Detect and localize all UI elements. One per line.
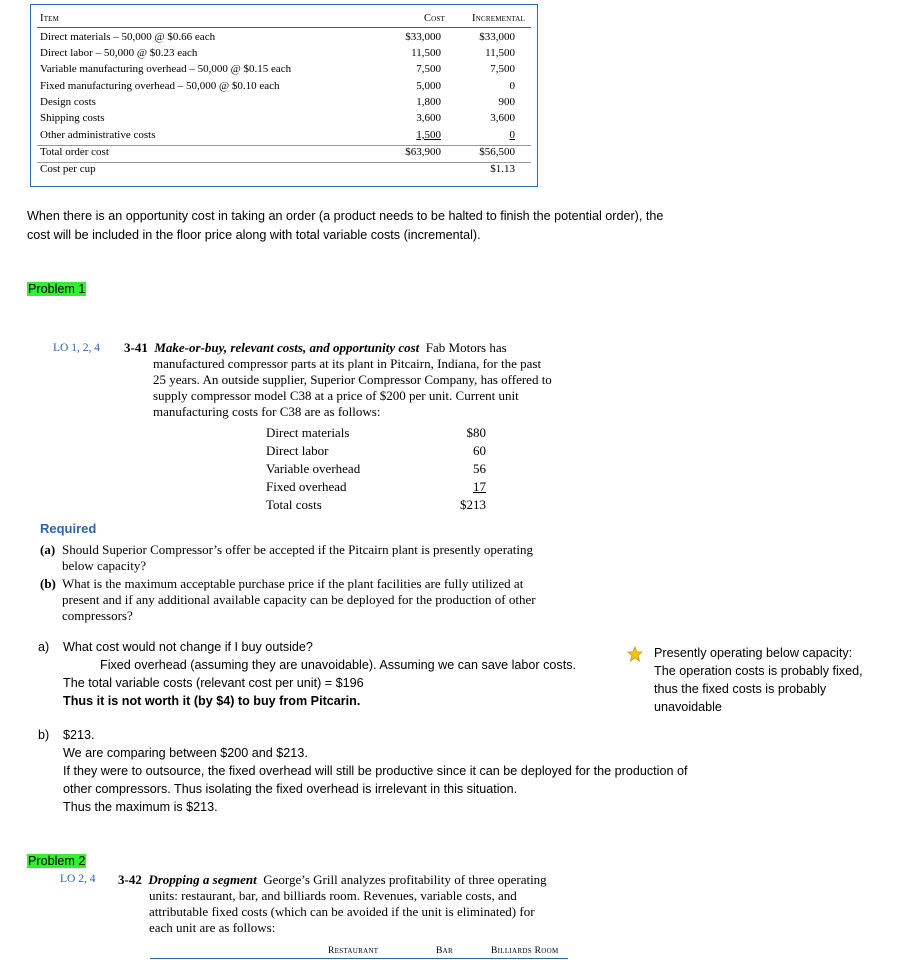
problem-text: 25 years. An outside supplier, Superior Compressor Company, has offered to bbox=[153, 372, 552, 387]
row-incremental: 3,600 bbox=[490, 112, 515, 124]
row-incremental: $1.13 bbox=[490, 163, 515, 175]
problem-title: Dropping a segment bbox=[148, 872, 257, 887]
answer-line: If they were to outsource, the fixed overhead will still be productive since it can be deployed for the production of bbox=[63, 764, 688, 778]
problem-text: George’s Grill analyzes profitability of three operating bbox=[263, 872, 547, 887]
problem-1-lo: LO 1, 2, 4 bbox=[53, 342, 100, 354]
problem-2-statement bbox=[118, 872, 598, 936]
side-note-line: thus the fixed costs is probably bbox=[654, 682, 827, 696]
problem-text: supply compressor model C38 at a price of $200 per unit. Current unit bbox=[153, 388, 519, 403]
problem-1-heading bbox=[27, 280, 86, 298]
question-tag: (a) bbox=[40, 542, 56, 557]
cost-value: 17 bbox=[473, 479, 486, 494]
cost-label: Direct labor bbox=[266, 443, 329, 458]
header-item: Item bbox=[40, 13, 60, 24]
row-cost: 1,800 bbox=[416, 96, 441, 108]
row-item: Direct materials – 50,000 @ $0.66 each bbox=[40, 31, 216, 43]
opportunity-cost-note bbox=[27, 207, 663, 245]
cost-value: $80 bbox=[466, 425, 486, 440]
header-divider bbox=[37, 27, 531, 28]
answer-line: Fixed overhead (assuming they are unavoidable). Assuming we can save labor costs. bbox=[100, 658, 577, 672]
question-line: Should Superior Compressor’s offer be accepted if the Pitcairn plant is presently operating bbox=[62, 542, 534, 557]
cost-label: Total costs bbox=[266, 497, 322, 512]
cost-value: 56 bbox=[473, 461, 486, 476]
row-incremental: 0 bbox=[509, 80, 515, 92]
row-incremental: $56,500 bbox=[479, 146, 515, 158]
question-line: What is the maximum acceptable purchase price if the plant facilities are fully utilized at bbox=[62, 576, 524, 591]
problem-number: 3-41 bbox=[124, 340, 148, 355]
row-cost: 5,000 bbox=[416, 80, 441, 92]
answer-b-tag: b) bbox=[38, 728, 50, 742]
problem-title: Make-or-buy, relevant costs, and opportunity cost bbox=[154, 340, 420, 355]
problem-number: 3-42 bbox=[118, 872, 142, 887]
row-incremental: 11,500 bbox=[485, 47, 515, 59]
row-incremental: 900 bbox=[498, 96, 515, 108]
column-billiards-room: Billiards Room bbox=[491, 946, 559, 956]
problem-2-label: Problem 2 bbox=[28, 854, 86, 868]
cost-row bbox=[266, 461, 486, 479]
problem-2-lo: LO 2, 4 bbox=[60, 873, 96, 885]
table-row bbox=[40, 96, 531, 112]
table-row bbox=[40, 129, 531, 145]
row-cost: $33,000 bbox=[405, 31, 441, 43]
star-icon bbox=[627, 646, 643, 667]
problem-text: manufactured compressor parts at its plant in Pitcairn, Indiana, for the past bbox=[153, 356, 542, 371]
row-item: Other administrative costs bbox=[40, 129, 156, 141]
row-cost: 1,500 bbox=[416, 129, 441, 141]
table-row bbox=[40, 47, 531, 63]
cost-row bbox=[266, 497, 486, 515]
row-incremental: 7,500 bbox=[490, 63, 515, 75]
cost-label: Variable overhead bbox=[266, 461, 361, 476]
side-note-line: Presently operating below capacity: bbox=[654, 646, 853, 660]
answer-a bbox=[63, 638, 623, 710]
question-line: present and if any additional available capacity can be deployed for the production of other bbox=[62, 592, 536, 607]
row-item: Cost per cup bbox=[40, 163, 96, 175]
required-heading: Required bbox=[40, 521, 97, 536]
row-cost: 3,600 bbox=[416, 112, 441, 124]
row-item: Shipping costs bbox=[40, 112, 105, 124]
row-item: Variable manufacturing overhead – 50,000 @ $0.15 each bbox=[40, 63, 292, 75]
row-incremental: $33,000 bbox=[479, 31, 515, 43]
question-line: below capacity? bbox=[62, 558, 147, 573]
answer-a-tag: a) bbox=[38, 640, 50, 654]
table-row bbox=[40, 63, 531, 79]
column-header-rule bbox=[150, 958, 568, 959]
problem-1-statement bbox=[124, 340, 604, 420]
answer-b bbox=[63, 726, 843, 816]
cost-table bbox=[30, 4, 538, 187]
problem-text: attributable fixed costs (which can be avoided if the unit is eliminated) for bbox=[149, 904, 535, 919]
row-cost: $63,900 bbox=[405, 146, 441, 158]
row-incremental: 0 bbox=[509, 129, 515, 141]
table-row bbox=[40, 80, 531, 96]
problem-text: Fab Motors has bbox=[425, 340, 507, 355]
problem-2-heading bbox=[27, 852, 86, 870]
answer-line: $213. bbox=[63, 728, 95, 742]
problem-1-label: Problem 1 bbox=[28, 282, 86, 296]
unit-cost-table bbox=[266, 425, 486, 520]
required-questions bbox=[40, 542, 600, 624]
cost-value: 60 bbox=[473, 443, 486, 458]
table-row bbox=[40, 163, 531, 179]
table-row bbox=[40, 112, 531, 128]
column-bar: Bar bbox=[436, 946, 453, 956]
question-line: compressors? bbox=[62, 608, 133, 623]
question-tag: (b) bbox=[40, 576, 56, 591]
side-note bbox=[654, 644, 894, 716]
row-cost: 7,500 bbox=[416, 63, 441, 75]
cost-row bbox=[266, 479, 486, 497]
table-row bbox=[40, 146, 531, 162]
row-item: Total order cost bbox=[40, 146, 109, 158]
answer-line: The total variable costs (relevant cost per unit) = $196 bbox=[63, 676, 364, 690]
answer-conclusion: Thus it is not worth it (by $4) to buy from Pitcarin. bbox=[63, 694, 361, 708]
answer-line: We are comparing between $200 and $213. bbox=[63, 746, 308, 760]
header-cost: Cost bbox=[423, 13, 445, 24]
row-item: Fixed manufacturing overhead – 50,000 @ $0.10 each bbox=[40, 80, 280, 92]
side-note-line: unavoidable bbox=[654, 700, 722, 714]
row-item: Direct labor – 50,000 @ $0.23 each bbox=[40, 47, 198, 59]
problem-text: each unit are as follows: bbox=[149, 920, 276, 935]
header-incremental: Incremental bbox=[472, 13, 525, 24]
note-line: cost will be included in the floor price along with total variable costs (incremental). bbox=[27, 228, 481, 242]
cost-row bbox=[266, 443, 486, 461]
cost-label: Fixed overhead bbox=[266, 479, 347, 494]
question-a bbox=[40, 542, 600, 574]
answer-line: other compressors. Thus isolating the fixed overhead is irrelevant in this situation. bbox=[63, 782, 518, 796]
answer-line: What cost would not change if I buy outside? bbox=[63, 640, 313, 654]
row-cost: 11,500 bbox=[411, 47, 441, 59]
note-line: When there is an opportunity cost in taking an order (a product needs to be halted to finish the potential order), the bbox=[27, 209, 664, 223]
cost-value: $213 bbox=[460, 497, 486, 512]
cost-label: Direct materials bbox=[266, 425, 350, 440]
problem-text: manufacturing costs for C38 are as follows: bbox=[153, 404, 381, 419]
problem-text: units: restaurant, bar, and billiards room. Revenues, variable costs, and bbox=[149, 888, 517, 903]
table-row bbox=[40, 31, 531, 47]
answer-line: Thus the maximum is $213. bbox=[63, 800, 218, 814]
row-item: Design costs bbox=[40, 96, 96, 108]
question-b bbox=[40, 576, 600, 624]
cost-row bbox=[266, 425, 486, 443]
column-restaurant: Restaurant bbox=[328, 946, 379, 956]
side-note-line: The operation costs is probably fixed, bbox=[654, 664, 863, 678]
